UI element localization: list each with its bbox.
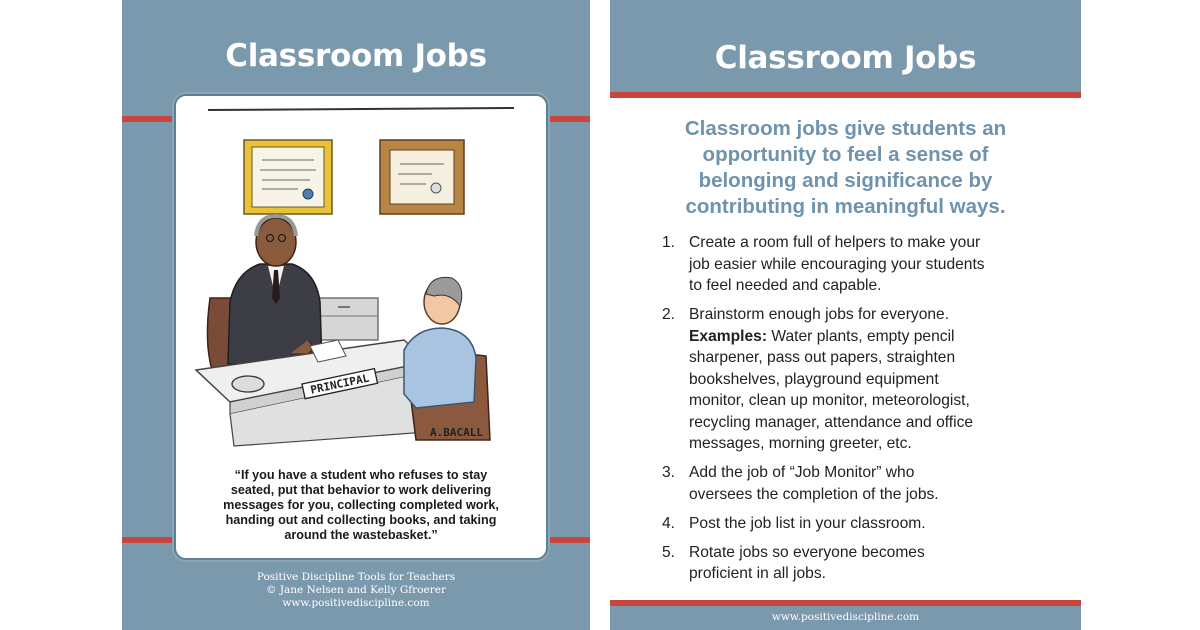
step-text [689, 232, 985, 297]
quote-line: seated, put that behavior to work delivering [230, 483, 492, 497]
step-5 [662, 542, 1045, 585]
intro-line: opportunity to feel a sense of [702, 143, 989, 166]
intro-statement [650, 116, 1041, 220]
step-line: sharpener, pass out papers, straighten [689, 349, 956, 366]
step-line: messages, morning greeter, etc. [689, 435, 912, 452]
step-text [689, 304, 973, 455]
quote-line: “If you have a student who refuses to stay [234, 468, 488, 482]
svg-text:PRINCIPAL: PRINCIPAL [309, 371, 371, 397]
step-line: job easier while encouraging your students [689, 255, 985, 273]
left-card-title: Classroom Jobs [225, 38, 487, 74]
step-line: monitor, clean up monitor, meteorologist, [689, 392, 970, 409]
left-card-footer [122, 571, 590, 610]
step-3 [662, 462, 1045, 505]
principal-figure [228, 216, 322, 364]
step-line: oversees the completion of the jobs. [689, 485, 939, 503]
footer-website: www.positivediscipline.com [282, 597, 430, 609]
framed-certificate-left [244, 140, 332, 214]
step-line: Brainstorm enough jobs for everyone. [689, 306, 950, 323]
intro-line: Classroom jobs give students an [684, 117, 1007, 140]
step-1 [662, 232, 1045, 297]
desk-phone [232, 376, 264, 392]
right-card-title: Classroom Jobs [714, 40, 977, 76]
intro-line: contributing in meaningful ways. [685, 195, 1006, 218]
visitor-figure [404, 277, 476, 408]
step-line: to feel needed and capable. [689, 277, 882, 294]
examples-label: Examples: [689, 327, 768, 345]
step-line: recycling manager, attendance and office [689, 413, 974, 431]
quote-line: around the wastebasket.” [284, 528, 438, 542]
step-line: Add the job of “Job Monitor” who [689, 464, 915, 481]
step-number: 1. [662, 234, 676, 251]
step-number: 2. [662, 306, 676, 323]
step-line [689, 326, 973, 348]
cartoon-frame [174, 94, 548, 560]
step-number: 4. [662, 514, 676, 532]
right-top-red-band [610, 92, 1081, 98]
intro-line: belonging and significance by [698, 169, 993, 192]
cartoon-illustration [190, 102, 532, 462]
step-text [689, 513, 926, 535]
examples-text: Water plants, empty pencil [767, 327, 955, 345]
framed-certificate-right [380, 140, 464, 214]
step-4 [662, 513, 1045, 535]
step-line: bookshelves, playground equipment [689, 370, 939, 388]
right-card [610, 0, 1081, 630]
footer-copyright: © Jane Nelsen and Kelly Gfroerer [265, 584, 446, 596]
quote-line: handing out and collecting books, and taking [225, 513, 497, 527]
step-line: Rotate jobs so everyone becomes [689, 543, 925, 561]
quote-line: messages for you, collecting completed work, [223, 498, 499, 512]
step-2 [662, 304, 1045, 455]
artist-signature: A.BACALL [430, 426, 483, 439]
wall-line [208, 108, 514, 110]
step-line: Post the job list in your classroom. [689, 514, 926, 532]
step-text [689, 462, 939, 505]
step-text [689, 542, 925, 585]
footer-book-title: Positive Discipline Tools for Teachers [256, 571, 456, 583]
step-number: 3. [662, 464, 676, 481]
step-number: 5. [662, 543, 676, 561]
footer-website: www.positivediscipline.com [771, 611, 920, 623]
step-line: Create a room full of helpers to make your [689, 234, 981, 251]
left-card [122, 0, 590, 630]
step-line: proficient in all jobs. [689, 565, 826, 582]
right-footer-band [610, 606, 1081, 630]
steps-list [662, 232, 1045, 592]
cartoon-quote [194, 468, 528, 543]
